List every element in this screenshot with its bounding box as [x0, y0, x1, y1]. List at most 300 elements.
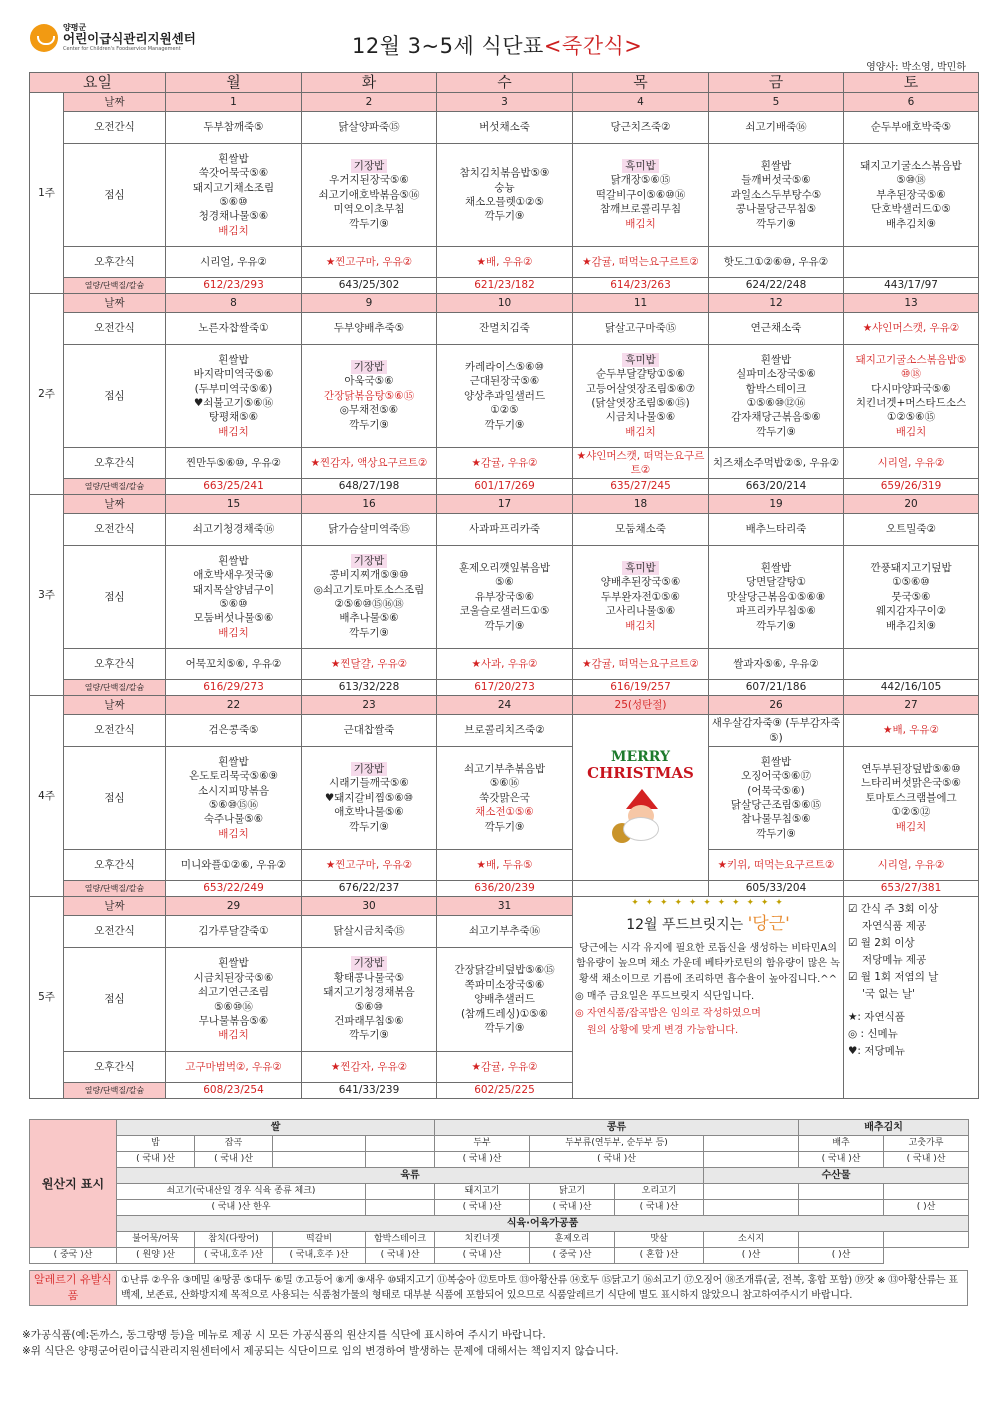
nutrition-cell: 616/19/257: [573, 680, 709, 696]
lunch-cell: [573, 546, 709, 649]
lunch-item: 채소오믈렛①②⑤: [465, 196, 544, 208]
lunch-row: [30, 144, 979, 247]
lunch-item: ①②⑤: [490, 404, 519, 417]
origin-empty: [273, 1136, 366, 1152]
week-label: 3주: [30, 495, 64, 696]
am-label: 오전간식: [64, 112, 166, 144]
lunch-item: 배김치: [218, 626, 249, 639]
lunch-item: 청경채나물⑤⑥: [198, 210, 269, 223]
lunch-item: 떡갈비구이⑤⑥⑩⑯: [595, 188, 686, 201]
am-snack-cell: 순두부애호박죽⑤: [844, 112, 979, 144]
lunch-cell: [437, 144, 573, 247]
origin-seafood-header: 수산물: [704, 1168, 969, 1184]
lunch-item: 간장닭갈비덮밥⑤⑥⑮: [454, 964, 555, 977]
page-title: [352, 30, 642, 60]
lunch-item: 당면달걀탕①: [745, 576, 807, 589]
lunch-item: ②⑤⑥⑩⑮⑯⑱: [334, 598, 404, 610]
nutrition-cell: 442/16/105: [844, 680, 979, 696]
date-cell: 18: [573, 495, 709, 514]
date-cell: 29: [166, 897, 302, 916]
origin-rice-jap: 잡곡: [195, 1136, 273, 1152]
footer-notes: [22, 1327, 619, 1360]
menu-body: [30, 73, 979, 1099]
lunch-item: 배김치: [218, 224, 249, 237]
pm-snack-cell: ★찐감자, 액상요구르트②: [302, 448, 437, 479]
lunch-item: 깍두기⑨: [484, 1022, 525, 1035]
processed-food-name: 함박스테이크: [366, 1232, 435, 1248]
pm-snack-cell: ★샤인머스캣, 떠먹는요구르트②: [573, 448, 709, 479]
lunch-item: 흑미밥: [622, 561, 658, 575]
am-snack-cell: 사과파프리카죽: [437, 514, 573, 546]
am-snack-row: [30, 313, 979, 345]
rule-2b: 저당메뉴 제공: [862, 954, 927, 966]
lunch-item: ⑤⑥⑯: [489, 777, 520, 790]
lunch-item: 두부완자전①⑤⑥: [601, 590, 680, 603]
nutrition-cell: 612/23/293: [166, 278, 302, 294]
lunch-label: 점심: [64, 144, 166, 247]
pm-snack-cell: ★키위, 떠먹는요구르트②: [709, 850, 844, 881]
lunch-item: 깍두기⑨: [756, 619, 796, 632]
date-cell: 30: [302, 897, 437, 916]
origin-empty: [704, 1136, 799, 1152]
lunch-cell: [166, 144, 302, 247]
origin-cabbage: 배추: [799, 1136, 884, 1152]
am-label: 오전간식: [64, 313, 166, 345]
nutrition-label: 열량/단백질/칼슘: [64, 881, 166, 897]
nutrition-cell: 614/23/263: [573, 278, 709, 294]
date-row: [30, 696, 979, 715]
lunch-item: 연두부된장덮밥⑤⑥⑩: [861, 762, 961, 775]
date-cell: 22: [166, 696, 302, 715]
lunch-item: 흑미밥: [622, 353, 658, 367]
lunch-cell: [709, 546, 844, 649]
footer-note-disclaimer: ※위 식단은 양평군어린이급식관리지원센터에서 제공되는 식단이므로 임의 변경하여 발생하는 문제에 대해서는 책임지지 않습니다.: [22, 1345, 619, 1358]
lunch-item: 양상추과일샐러드: [463, 389, 546, 402]
lunch-item: 깍두기⑨: [756, 217, 796, 230]
lunch-item: 깍두기⑨: [756, 425, 796, 438]
date-cell: 5: [709, 93, 844, 112]
date-cell: 4: [573, 93, 709, 112]
lunch-item: 배김치: [625, 619, 656, 632]
lunch-item: ⑤⑥⑩⑮⑯: [208, 799, 259, 811]
pm-snack-cell: ★감귤, 떠먹는요구르트②: [573, 649, 709, 680]
processed-food-origin: ( 국내,호주 )산: [195, 1248, 273, 1264]
processed-food-origin: ( )산: [799, 1248, 884, 1264]
am-snack-cell: 근대찹쌀죽: [302, 715, 437, 747]
nutrition-row: [30, 479, 979, 495]
day-header-row: [30, 73, 979, 93]
lunch-item: 배김치: [625, 425, 656, 438]
origin-tofu-etc-value: ( 국내 )산: [530, 1152, 704, 1168]
lunch-cell: [302, 948, 437, 1052]
lunch-item: 아욱국⑤⑥: [344, 375, 394, 388]
day-mon: 월: [166, 73, 302, 93]
processed-food-origin: ( 국내 )산: [435, 1248, 530, 1264]
am-snack-cell: 노른자찹쌀죽①: [166, 313, 302, 345]
lunch-item: 참깨브로콜리무침: [599, 203, 682, 216]
processed-food-name-empty: [799, 1232, 884, 1248]
lunch-item: 참나물무침⑤⑥: [741, 813, 811, 826]
am-label: 오전간식: [64, 916, 166, 948]
lunch-item: ①②⑤⑫: [891, 806, 931, 819]
origin-duck: 오리고기: [615, 1184, 704, 1200]
day-fri: 금: [709, 73, 844, 93]
pm-snack-cell: ★사과, 우유②: [437, 649, 573, 680]
processed-food-name: 떡갈비: [273, 1232, 366, 1248]
lunch-item: 배김치: [895, 425, 927, 438]
origin-pepper: 고춧가루: [884, 1136, 969, 1152]
lunch-cell: [709, 747, 844, 850]
lunch-item: 배김치: [625, 217, 656, 230]
title-sub: <죽간식>: [543, 34, 643, 58]
am-snack-cell: 김가루달걀죽①: [166, 916, 302, 948]
lunch-item: 우거지된장국⑤⑥: [329, 174, 409, 187]
lunch-item: 기장밥: [351, 159, 387, 173]
processed-food-origin: ( 혼합 )산: [615, 1248, 704, 1264]
date-cell: 11: [573, 294, 709, 313]
origin-processed-header: 식육·어육가공품: [117, 1216, 969, 1232]
origin-empty: [704, 1200, 799, 1216]
legend-natural: ★: 자연식품: [848, 1011, 905, 1023]
date-cell: 1: [166, 93, 302, 112]
christmas-cell: [573, 715, 709, 881]
lunch-item: 파프리카무침⑤⑥: [736, 605, 816, 618]
lunch-item: ①②⑤⑥⑮: [886, 411, 936, 424]
origin-kimchi-header: 배추김치: [799, 1120, 969, 1136]
origin-empty: [366, 1200, 435, 1216]
lunch-item: 함박스테이크: [745, 382, 807, 395]
lunch-label: 점심: [64, 546, 166, 649]
date-cell: 15: [166, 495, 302, 514]
lunch-item: 모둠버섯나물⑤⑥: [193, 612, 274, 625]
nutrition-cell: 617/20/273: [437, 680, 573, 696]
am-snack-cell: 쇠고기배죽⑯: [709, 112, 844, 144]
logo-county: 양평군: [63, 23, 87, 33]
lunch-item: 깍두기⑨: [349, 1029, 389, 1042]
nutrition-label: 열량/단백질/칼슘: [64, 1083, 166, 1099]
lunch-item: 깍두기⑨: [349, 418, 389, 431]
pm-snack-row: [30, 247, 979, 278]
lunch-item: 쇠고기연근조림: [198, 986, 270, 999]
pm-snack-cell: 찐만두⑤⑥⑩, 우유②: [166, 448, 302, 479]
am-snack-cell: 두부참깨죽⑤: [166, 112, 302, 144]
lunch-item: 깍두기⑨: [484, 210, 525, 223]
lunch-item: 깍두기⑨: [756, 827, 796, 840]
legend-low-sugar: ♥: 저당메뉴: [848, 1045, 905, 1057]
am-snack-cell: 검은콩죽⑤: [166, 715, 302, 747]
origin-chicken-value: ( 국내 )산: [530, 1200, 615, 1216]
nutrition-label: 열량/단백질/칼슘: [64, 479, 166, 495]
pm-snack-cell: 고구마범벅②, 우유②: [166, 1052, 302, 1083]
nutrition-cell: 643/25/302: [302, 278, 437, 294]
am-snack-row: [30, 715, 979, 747]
origin-tofu-value: ( 국내 )산: [435, 1152, 530, 1168]
am-snack-cell: 모둠채소죽: [573, 514, 709, 546]
date-row: [30, 294, 979, 313]
lunch-item: ♥쇠불고기⑤⑥⑯: [193, 397, 274, 409]
am-snack-cell: 쇠고기부추죽⑯: [437, 916, 573, 948]
decor-stars: ✦ ✦ ✦ ✦ ✦ ✦ ✦ ✦ ✦ ✦ ✦: [631, 898, 785, 908]
date-cell: 8: [166, 294, 302, 313]
lunch-item: 애호박새우젓국⑨: [193, 569, 274, 582]
rule-1b: 자연식품 제공: [862, 920, 927, 932]
lunch-item: 온도토리묵국⑤⑥⑨: [188, 770, 279, 783]
origin-rice-bap-value: ( 국내 )산: [117, 1152, 195, 1168]
lunch-item: 소시지피망볶음: [198, 784, 270, 797]
christmas-word: CHRISTMAS: [587, 763, 694, 782]
origin-seafood-value: ( )산: [884, 1200, 969, 1216]
lunch-item: 돼지목살양념구이: [192, 583, 275, 596]
lunch-item: 흰쌀밥: [218, 755, 249, 768]
pm-label: 오후간식: [64, 247, 166, 278]
lunch-item: 흰쌀밥: [218, 554, 249, 567]
origin-bean-header: 콩류: [435, 1120, 799, 1136]
processed-food-origin: ( )산: [704, 1248, 799, 1264]
rule-3: ☑ 월 1회 저염의 날: [848, 971, 939, 983]
origin-chicken: 닭고기: [530, 1184, 615, 1200]
lunch-item: 미역오이초무침: [333, 203, 405, 216]
day-tue: 화: [302, 73, 437, 93]
lunch-item: 시래기들깨국⑤⑥: [329, 777, 409, 790]
lunch-item: ⑤⑩⑱: [896, 174, 926, 187]
lunch-item: 쇠고기애호박볶음⑤⑯: [318, 188, 420, 201]
am-snack-cell: 브로콜리치즈죽②: [437, 715, 573, 747]
lunch-item: 고사리나물⑤⑥: [605, 605, 676, 618]
am-snack-cell: 배추느타리죽: [709, 514, 844, 546]
lunch-item: 배추나물⑤⑥: [339, 612, 399, 625]
lunch-item: 깍두기⑨: [484, 820, 525, 833]
date-cell: 16: [302, 495, 437, 514]
lunch-item: 흰쌀밥: [760, 755, 792, 768]
menu-table: [29, 72, 979, 1099]
date-cell: 2: [302, 93, 437, 112]
pm-snack-cell: 어묵꼬치⑤⑥, 우유②: [166, 649, 302, 680]
center-logo: [30, 24, 196, 52]
origin-pork-value: ( 국내 )산: [435, 1200, 530, 1216]
origin-empty: [884, 1184, 969, 1200]
lunch-item: 닭개장⑤⑥⑮: [610, 174, 671, 187]
lunch-cell: [166, 747, 302, 850]
date-label: 날짜: [64, 495, 166, 514]
pm-snack-cell: [844, 649, 979, 680]
lunch-item: 돼지고기굴소스볶음밥⑤: [855, 353, 967, 366]
pm-snack-cell: ★배, 두유⑤: [437, 850, 573, 881]
nutrition-cell: 605/33/204: [709, 881, 844, 897]
date-label: 날짜: [64, 93, 166, 112]
lunch-item: 들깨버섯국⑤⑥: [741, 174, 811, 187]
date-cell: 10: [437, 294, 573, 313]
lunch-item: ①⑤⑥⑩⑫⑯: [746, 397, 806, 409]
date-label: 날짜: [64, 897, 166, 916]
lunch-item: 느타리버섯맑은국⑤⑥: [861, 777, 961, 790]
nutrition-cell: 443/17/97: [844, 278, 979, 294]
nutrition-label: 열량/단백질/칼슘: [64, 278, 166, 294]
processed-names-row: [30, 1232, 969, 1248]
food-bridge-title: [573, 913, 843, 936]
pm-label: 오후간식: [64, 850, 166, 881]
lunch-item: 배추김치⑨: [886, 619, 937, 632]
processed-food-origin: ( 국내,호주 )산: [273, 1248, 366, 1264]
lunch-item: 치킨너겟+머스타드소스: [855, 397, 967, 409]
pm-snack-cell: ★찐달걀, 우유②: [302, 649, 437, 680]
lunch-cell: [844, 144, 979, 247]
am-snack-cell: 닭살양파죽⑮: [302, 112, 437, 144]
lunch-item: 건파래무침⑤⑥: [334, 1014, 404, 1027]
processed-food-name: 훈제오리: [530, 1232, 615, 1248]
day-sat: 토: [844, 73, 979, 93]
lunch-item: 배김치: [895, 820, 927, 833]
am-snack-cell: 잔멸치김죽: [437, 313, 573, 345]
lunch-item: ⑩⑱: [901, 368, 921, 381]
day-thu: 목: [573, 73, 709, 93]
origin-rice-bap: 밥: [117, 1136, 195, 1152]
rule-2: ☑ 월 2회 이상: [848, 937, 915, 949]
legend-new: ◎ : 신메뉴: [848, 1028, 898, 1040]
nutrition-cell: 601/17/269: [437, 479, 573, 495]
lunch-item: ◎쇠고기토마토소스조림: [313, 583, 425, 596]
footer-note-processed: ※가공식품(예:돈까스, 동그랑땡 등)을 메뉴로 제공 시 모든 가공식품의 원산지를 식단에 표시하여 주시기 바랍니다.: [22, 1329, 546, 1341]
processed-food-name: 참치(다랑어): [195, 1232, 273, 1248]
lunch-item: 숙주나물⑤⑥: [203, 813, 264, 826]
nutrition-cell: 659/26/319: [844, 479, 979, 495]
am-snack-cell: 오트밀죽②: [844, 514, 979, 546]
pm-snack-cell: ★감귤, 떠먹는요구르트②: [573, 247, 709, 278]
origin-empty: [704, 1184, 799, 1200]
origin-label: 원산지 표시: [30, 1120, 117, 1248]
lunch-item: ♥돼지갈비찜⑤⑥⑩: [324, 791, 414, 804]
origin-pepper-value: ( 국내 )산: [884, 1152, 969, 1168]
pm-snack-cell: 시리얼, 우유②: [844, 850, 979, 881]
nutrition-cell: 663/25/241: [166, 479, 302, 495]
lunch-item: (두부미역국⑤⑥): [194, 382, 273, 395]
christmas-text: [573, 750, 708, 782]
lunch-item: 흑미밥: [622, 159, 658, 173]
origin-meat-header: 육류: [117, 1168, 704, 1184]
date-row: [30, 897, 979, 916]
lunch-item: 카레라이스⑤⑥⑩: [465, 360, 544, 373]
date-cell: 17: [437, 495, 573, 514]
origin-cabbage-value: ( 국내 )산: [799, 1152, 884, 1168]
pm-snack-cell: ★감귤, 우유②: [437, 1052, 573, 1083]
lunch-cell: [709, 144, 844, 247]
lunch-item: 깍두기⑨: [484, 619, 525, 632]
origin-empty: [273, 1152, 366, 1168]
nutrition-label: 열량/단백질/칼슘: [64, 680, 166, 696]
lunch-item: 숭늉: [494, 181, 515, 194]
pm-snack-cell: 치즈채소주먹밥②⑤, 우유②: [709, 448, 844, 479]
week-label: 1주: [30, 93, 64, 294]
pm-snack-cell: [844, 247, 979, 278]
lunch-item: 기장밥: [351, 956, 387, 970]
lunch-cell: [844, 546, 979, 649]
food-bridge-note3: 원의 상황에 맞게 변경 가능합니다.: [587, 1025, 739, 1037]
smile-logo-icon: [30, 24, 58, 52]
am-snack-cell: 쇠고기청경채죽⑯: [166, 514, 302, 546]
lunch-item: 유부장국⑤⑥: [474, 590, 535, 603]
lunch-cell: [573, 144, 709, 247]
lunch-item: 쑥갓맑은국: [479, 791, 530, 804]
origin-empty: [366, 1184, 435, 1200]
allergy-table: [29, 1270, 968, 1306]
lunch-cell: [709, 345, 844, 448]
lunch-item: 배김치: [218, 827, 249, 840]
nutrition-cell: 641/33/239: [302, 1083, 437, 1099]
food-bridge-note1: ◎ 매주 금요일은 푸드브릿지 식단입니다.: [575, 991, 755, 1003]
processed-food-name: 불어묵/어묵: [117, 1232, 195, 1248]
lunch-item: 콩나물당근무침⑤: [735, 203, 817, 216]
lunch-item: ◎무채전⑤⑥: [339, 404, 399, 417]
date-cell: 3: [437, 93, 573, 112]
date-cell: 20: [844, 495, 979, 514]
rule-3b: '국 없는 날': [862, 988, 916, 1000]
pm-label: 오후간식: [64, 649, 166, 680]
lunch-item: (닭살엿장조림⑤⑥⑮): [591, 397, 690, 409]
menu-rules: [844, 897, 979, 1099]
lunch-row: [30, 345, 979, 448]
date-cell: 9: [302, 294, 437, 313]
am-snack-cell: ★샤인머스캣, 우유②: [844, 313, 979, 345]
date-cell: 13: [844, 294, 979, 313]
processed-values-row: [30, 1248, 969, 1264]
lunch-cell: [166, 345, 302, 448]
nutrition-row: [30, 680, 979, 696]
lunch-row: [30, 546, 979, 649]
origin-table: [29, 1119, 969, 1264]
pm-snack-row: [30, 448, 979, 479]
lunch-item: 깐풍돼지고기덮밥: [870, 561, 952, 574]
food-bridge-word: '당근': [747, 914, 790, 935]
am-snack-cell: ★배, 우유②: [844, 715, 979, 747]
week-label: 2주: [30, 294, 64, 495]
am-snack-cell: 연근채소죽: [709, 313, 844, 345]
lunch-item: 웨지감자구이②: [875, 605, 947, 618]
title-main: 12월 3~5세 식단표: [352, 34, 544, 58]
lunch-cell: [437, 747, 573, 850]
lunch-item: 깍두기⑨: [349, 820, 389, 833]
lunch-cell: [302, 144, 437, 247]
food-bridge-note2: ◎ 자연식품/잡곡밥은 임의로 작성하였으며: [575, 1008, 761, 1020]
lunch-item: 콩비지찌개⑤⑨⑩: [329, 569, 409, 582]
allergy-label: 알레르기 유발식품: [30, 1271, 117, 1306]
pm-snack-cell: ★찐고구마, 우유②: [302, 247, 437, 278]
lunch-cell: [437, 546, 573, 649]
pm-snack-cell: 핫도그①②⑥⑩, 우유②: [709, 247, 844, 278]
lunch-item: (참깨드레싱)①⑤⑥: [460, 1007, 549, 1020]
lunch-item: 깍두기⑨: [349, 626, 389, 639]
origin-empty: [704, 1152, 799, 1168]
processed-food-name: 치킨너겟: [435, 1232, 530, 1248]
am-snack-row: [30, 112, 979, 144]
pm-snack-cell: ★감귤, 우유②: [437, 448, 573, 479]
am-snack-cell: 버섯채소죽: [437, 112, 573, 144]
am-label: 오전간식: [64, 514, 166, 546]
rule-1: ☑ 간식 주 3회 이상: [848, 903, 939, 915]
lunch-item: 감자채당근볶음⑤⑥: [731, 411, 821, 424]
week-label: 5주: [30, 897, 64, 1099]
processed-food-origin: ( 원양 )산: [117, 1248, 195, 1264]
lunch-cell: [166, 948, 302, 1052]
lunch-item: 배김치: [218, 1029, 249, 1042]
lunch-item: ⑤⑥⑩⑯: [214, 1000, 253, 1013]
lunch-item: 흰쌀밥: [218, 152, 249, 165]
lunch-item: 기장밥: [351, 554, 387, 568]
lunch-item: 닭살당근조림⑤⑥⑮: [730, 799, 822, 811]
day-wed: 수: [437, 73, 573, 93]
nutrition-row: [30, 881, 979, 897]
processed-food-name: 맛살: [615, 1232, 704, 1248]
lunch-item: 단호박샐러드①⑤: [871, 203, 951, 216]
am-snack-cell: 당근치즈죽②: [573, 112, 709, 144]
